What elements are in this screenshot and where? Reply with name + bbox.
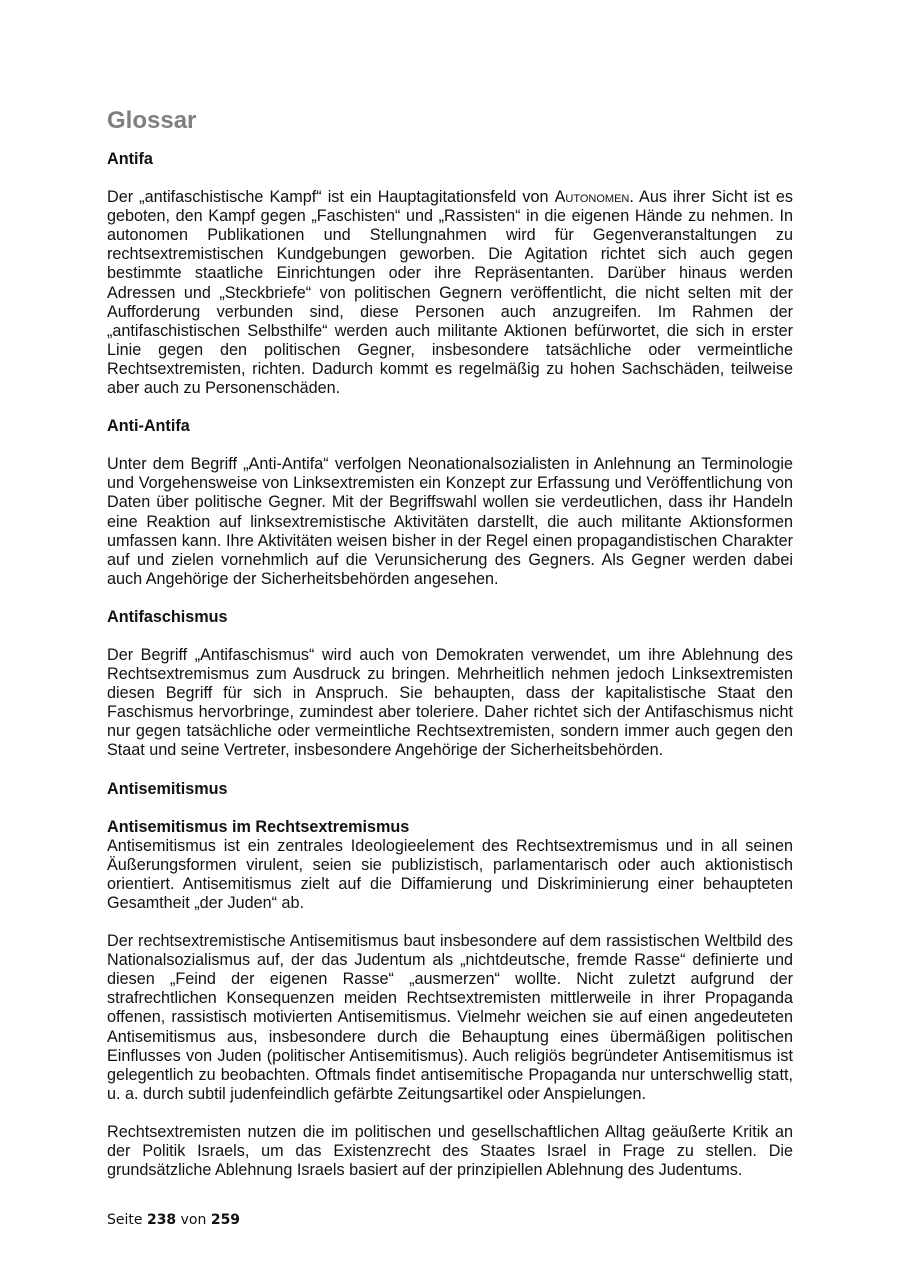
section-heading-antisemitismus: Antisemitismus [107, 779, 228, 798]
paragraph-antifa-part1: Der „antifaschistische Kampf“ ist ein Hauptagitationsfeld von [107, 188, 555, 207]
page-footer [107, 1212, 240, 1228]
paragraph-anti-antifa: Unter dem Begriff „Anti-Antifa“ verfolgen Neonationalsozialisten in Anlehnung an Terminologie und Vorgehensweise von Linksextremisten ein Konzept zur Erfassung und Veröffentlichung von Daten über politische Gegner. Mit der Begriffswahl wollen sie verdeutlichen, dass ihr Handeln eine Reaktion auf linksextremistische Aktivitäten darstellt, die auch militante Aktionsformen umfassen kann. Ihre Aktivitäten weisen bisher in der Regel einen propagandistischen Charakter auf und zielen vornehmlich auf die Verunsicherung des Gegners. Als Gegner werden dabei auch Angehörige der Sicherheitsbehörden angesehen. [107, 455, 793, 588]
section-heading-anti-antifa: Anti-Antifa [107, 417, 190, 436]
footer-prefix: Seite [107, 1212, 143, 1228]
paragraph-antifaschismus: Der Begriff „Antifaschismus“ wird auch von Demokraten verwendet, um ihre Ablehnung des Rechtsextremismus zum Ausdruck zu bringen. Mehrheitlich nehmen jedoch Linksextremisten diesen Begriff für sich in Anspruch. Sie behaupten, dass der kapitalistische Staat den Faschismus hervorbringe, zumindest aber toleriere. Daher richtet sich der Antifaschismus nicht nur gegen tatsächliche oder vermeintliche Rechtsextremisten, sondern immer auch gegen den Staat und seine Vertreter, insbesondere Angehörige der Sicherheitsbehörden. [107, 645, 793, 760]
page-title: Glossar [107, 107, 197, 134]
subsection-heading-antisemitismus-rechtsextremismus: Antisemitismus im Rechtsextremismus [107, 817, 410, 836]
paragraph-antifa-part2: . Aus ihrer Sicht ist es geboten, den Kampf gegen „Faschisten“ und „Rassisten“ in die eigenen Hände zu nehmen. In autonomen Publikationen und Stellungnahmen wird für Gegenveranstaltungen zu rechtsextremistischen Kundgebungen geworben. Die Agitation richtet sich auch gegen bestimmte staatliche Einrichtungen oder ihre Repräsentanten. Darüber hinaus werden Adressen und „Steckbriefe“ von politischen Gegnern veröffentlicht, die nicht selten mit der Aufforderung verbunden sind, diese Personen auch anzugreifen. Im Rahmen der „antifaschistischen Selbsthilfe“ werden auch militante Aktionen befürwortet, die sich in erster Linie gegen den politischen Gegner, insbesondere tatsächliche oder vermeintliche Rechtsextremisten, richten. Dadurch kommt es regelmäßig zu hohen Sachschäden, teilweise aber auch zu Personenschäden. [107, 188, 794, 398]
section-heading-antifaschismus: Antifaschismus [107, 607, 228, 626]
section-heading-antifa: Antifa [107, 150, 153, 168]
paragraph-antisemitismus-2: Der rechtsextremistische Antisemitismus baut insbesondere auf dem rassistischen Weltbild des Nationalsozialismus auf, der das Judentum als „nichtdeutsche, fremde Rasse“ definierte und diesen „Feind der eigenen Rasse“ „ausmerzen“ wollte. Nicht zuletzt aufgrund der strafrechtlichen Konsequenzen meiden Rechtsextremisten mittlerweile in ihrer Propaganda offenen, rassistisch motivierten Antisemitismus. Vielmehr weichen sie auf einen angedeuteten Antisemitismus aus, insbesondere durch die Behauptung eines übermäßigen politischen Einflusses von Juden (politischer Antisemitismus). Auch religiös begründeter Antisemitismus ist gelegentlich zu beobachten. Oftmals findet antisemitische Propaganda nur unterschwellig statt, u. a. durch subtil judenfeindlich gefärbte Zeitungsartikel oder Anspielungen. [107, 932, 793, 1103]
paragraph-antisemitismus-3: Rechtsextremisten nutzen die im politischen und gesellschaftlichen Alltag geäußerte Kritik an der Politik Israels, um das Existenzrecht des Staates Israel in Frage zu stellen. Die grundsätzliche Ablehnung Israels basiert auf der prinzipiellen Ablehnung des Judentums. [107, 1122, 793, 1180]
paragraph-antisemitismus-1: Antisemitismus ist ein zentrales Ideologieelement des Rechtsextremismus und in all seinen Äußerungsformen virulent, seien sie publizistisch, parlamentarisch oder auch aktionistisch orientiert. Antisemitismus zielt auf die Diffamierung und Diskriminierung einer behaupteten Gesamtheit „der Juden“ ab. [107, 836, 793, 912]
footer-page-number: 238 [146, 1212, 177, 1228]
footer-middle: von [180, 1212, 207, 1228]
paragraph-antifa [107, 188, 793, 398]
document-page [107, 106, 793, 1199]
term-autonomen: Autonomen [554, 188, 630, 207]
footer-total-pages: 259 [210, 1212, 241, 1228]
